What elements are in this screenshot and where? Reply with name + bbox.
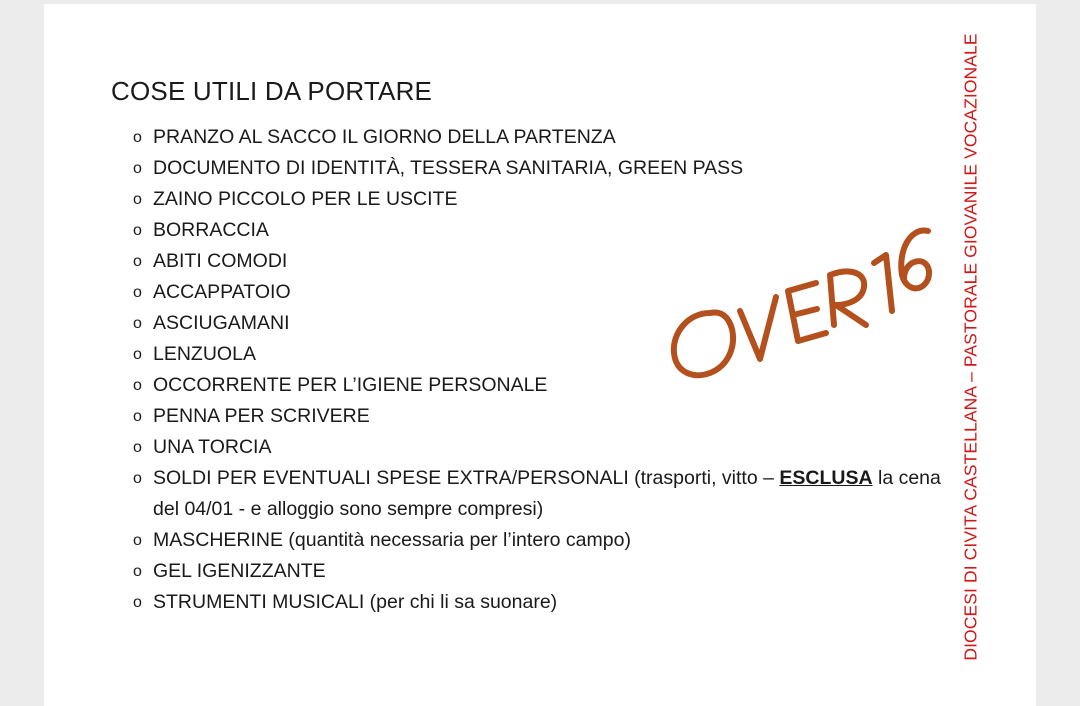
bullet-icon: o <box>133 377 142 394</box>
bullet-icon: o <box>133 439 142 456</box>
bullet-icon: o <box>133 532 142 549</box>
list-item: o LENZUOLA <box>133 339 963 370</box>
list-item: o ZAINO PICCOLO PER LE USCITE <box>133 184 963 215</box>
annotation-letter-o <box>674 313 733 376</box>
emphasis-text: ESCLUSA <box>779 467 873 489</box>
annotation-digit-one <box>874 255 892 311</box>
annotation-digit-six <box>901 231 929 289</box>
list-item: o DOCUMENTO DI IDENTITÀ, TESSERA SANITARIA, GREEN PASS <box>133 153 963 184</box>
page-title: COSE UTILI DA PORTARE <box>111 76 433 106</box>
list-item: o OCCORRENTE PER L’IGIENE PERSONALE <box>133 370 963 401</box>
bullet-icon: o <box>133 284 142 301</box>
bullet-icon: o <box>133 253 142 270</box>
list-item: o GEL IGENIZZANTE <box>133 556 963 587</box>
bullet-icon: o <box>133 346 142 363</box>
annotation-letter-e-mid <box>793 309 817 315</box>
list-item: o PENNA PER SCRIVERE <box>133 401 963 432</box>
document-page <box>44 4 1036 706</box>
list-item: o STRUMENTI MUSICALI (per chi li sa suonare) <box>133 587 963 618</box>
bullet-icon: o <box>133 563 142 580</box>
list-item: o PRANZO AL SACCO IL GIORNO DELLA PARTENZA <box>133 122 963 153</box>
annotation-letter-r <box>830 271 866 325</box>
bullet-icon: o <box>133 408 142 425</box>
list-item-extra-expenses: o SOLDI PER EVENTUALI SPESE EXTRA/PERSONALI (trasporti, vitto – ESCLUSA la cena del 04/01 - e alloggio sono sempre compresi) <box>133 463 963 525</box>
annotation-letter-v <box>740 297 776 359</box>
bullet-icon: o <box>133 315 142 332</box>
bullet-icon: o <box>133 222 142 239</box>
bullet-icon: o <box>133 191 142 208</box>
list-item: o MASCHERINE (quantità necessaria per l’intero campo) <box>133 525 963 556</box>
list-item: o ABITI COMODI <box>133 246 963 277</box>
list-item: o ASCIUGAMANI <box>133 308 963 339</box>
bullet-icon: o <box>133 470 142 487</box>
handwritten-over16-annotation <box>666 209 936 384</box>
diocese-side-text: DIOCESI DI CIVITA CASTELLANA – PASTORALE GIOVANILE VOCAZIONALE <box>960 33 981 661</box>
list-item: o ACCAPPATOIO <box>133 277 963 308</box>
bullet-icon: o <box>133 160 142 177</box>
list-item: o UNA TORCIA <box>133 432 963 463</box>
bullet-icon: o <box>133 129 142 146</box>
list-item: o BORRACCIA <box>133 215 963 246</box>
bullet-icon: o <box>133 594 142 611</box>
